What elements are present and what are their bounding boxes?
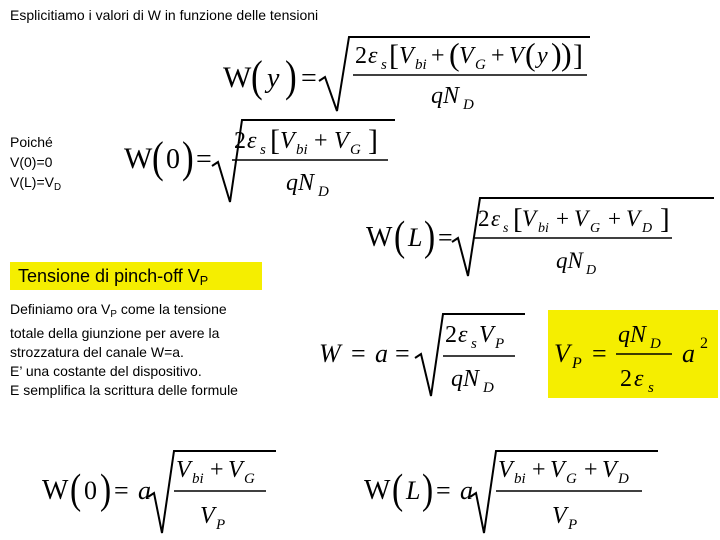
svg-text:qN: qN <box>286 170 315 196</box>
svg-text:[: [ <box>513 203 523 235</box>
svg-text:V: V <box>509 43 524 69</box>
svg-text:(: ( <box>152 132 164 182</box>
svg-text:V: V <box>200 503 215 529</box>
svg-text:): ) <box>551 36 562 72</box>
svg-text:+: + <box>532 457 546 483</box>
condition-vl-sub: D <box>53 182 62 193</box>
svg-text:V: V <box>228 457 243 483</box>
svg-text:(: ( <box>392 466 404 513</box>
svg-text:(: ( <box>394 213 406 260</box>
equation-w-l-a <box>362 445 662 537</box>
svg-text:D: D <box>318 184 329 200</box>
svg-text:V: V <box>498 457 513 483</box>
svg-text:P: P <box>495 336 505 352</box>
svg-text:=: = <box>438 223 453 252</box>
svg-text:V: V <box>176 457 191 483</box>
svg-text:]: ] <box>660 203 670 235</box>
svg-text:W: W <box>366 222 393 253</box>
svg-text:D: D <box>483 380 494 396</box>
svg-text:D: D <box>463 97 474 113</box>
svg-text:=: = <box>592 339 607 368</box>
svg-text:0: 0 <box>166 144 180 175</box>
svg-text:2: 2 <box>620 366 632 392</box>
svg-text:(: ( <box>70 466 82 513</box>
svg-text:y: y <box>537 43 548 69</box>
equation-w-y <box>215 35 595 115</box>
svg-text:y: y <box>267 63 280 94</box>
svg-text:=: = <box>351 339 366 368</box>
svg-text:+: + <box>431 43 445 69</box>
conditions-intro: Poiché <box>10 134 53 150</box>
svg-text:): ) <box>100 466 112 513</box>
svg-text:V: V <box>459 43 474 69</box>
pinch-off-heading-text: Tensione di pinch-off V <box>18 266 200 286</box>
svg-text:[: [ <box>389 39 399 72</box>
equation-vp <box>548 310 718 398</box>
svg-text:V: V <box>280 128 295 154</box>
definition-line-4: E’ una costante del dispositivo. <box>10 363 202 379</box>
svg-text:G: G <box>244 471 255 487</box>
svg-text:a: a <box>375 339 388 368</box>
svg-text:ε: ε <box>458 322 468 348</box>
svg-text:(: ( <box>449 36 460 72</box>
svg-text:s: s <box>260 142 266 158</box>
svg-text:D: D <box>650 336 661 352</box>
svg-text:2: 2 <box>355 43 367 69</box>
svg-text:0: 0 <box>84 476 97 505</box>
svg-text:=: = <box>301 63 317 94</box>
svg-text:V: V <box>602 457 617 483</box>
svg-text:a: a <box>682 339 695 368</box>
svg-text:V: V <box>522 206 537 231</box>
equation-w-a <box>315 310 530 400</box>
svg-text:W: W <box>42 475 69 506</box>
svg-text:s: s <box>381 57 387 73</box>
svg-text:=: = <box>196 144 212 175</box>
svg-text:W: W <box>124 142 153 175</box>
svg-text:L: L <box>406 476 421 505</box>
svg-text:=: = <box>114 476 129 505</box>
svg-text:+: + <box>491 43 505 69</box>
svg-text:G: G <box>475 57 486 73</box>
svg-text:V: V <box>574 206 589 231</box>
svg-text:): ) <box>561 36 572 72</box>
definition-line-2: totale della giunzione per avere la <box>10 325 220 341</box>
svg-text:ε: ε <box>634 366 644 392</box>
definition-line-1-sub: P <box>110 309 117 320</box>
svg-text:): ) <box>422 466 434 513</box>
svg-text:a: a <box>460 476 473 505</box>
svg-text:D: D <box>642 221 653 236</box>
pinch-off-heading-sub: P <box>199 274 209 288</box>
svg-text:bi: bi <box>296 142 308 158</box>
svg-text:+: + <box>556 206 569 231</box>
svg-text:qN: qN <box>431 83 460 109</box>
svg-text:bi: bi <box>415 57 427 73</box>
svg-text:qN: qN <box>618 322 647 348</box>
condition-vl <box>10 172 61 198</box>
svg-text:+: + <box>314 128 328 154</box>
svg-text:L: L <box>408 223 423 252</box>
svg-text:[: [ <box>270 124 280 157</box>
svg-text:]: ] <box>573 39 583 72</box>
definition-line-3: strozzatura del canale W=a. <box>10 344 184 360</box>
svg-text:=: = <box>436 476 451 505</box>
svg-text:G: G <box>350 142 361 158</box>
svg-text:qN: qN <box>556 248 583 273</box>
svg-text:W: W <box>364 475 391 506</box>
svg-text:2: 2 <box>445 322 457 348</box>
svg-text:bi: bi <box>514 471 526 487</box>
svg-text:V: V <box>552 503 567 529</box>
svg-text:D: D <box>586 263 597 278</box>
pinch-off-heading <box>18 265 208 292</box>
svg-text:P: P <box>568 517 578 533</box>
svg-text:P: P <box>216 517 226 533</box>
svg-text:(: ( <box>525 36 536 72</box>
equation-w-0 <box>120 118 400 206</box>
svg-text:G: G <box>590 221 601 236</box>
svg-text:+: + <box>584 457 598 483</box>
svg-text:V: V <box>479 322 494 348</box>
equation-w-0-a <box>40 445 280 537</box>
conditions-block <box>10 132 61 198</box>
svg-text:): ) <box>285 51 297 101</box>
svg-text:qN: qN <box>451 366 480 392</box>
svg-text:2: 2 <box>700 335 708 352</box>
svg-text:+: + <box>210 457 224 483</box>
svg-text:V: V <box>334 128 349 154</box>
definition-line-1-post: come la tensione <box>120 301 227 317</box>
svg-text:s: s <box>648 380 654 396</box>
svg-text:+: + <box>608 206 621 231</box>
svg-text:ε: ε <box>247 128 257 154</box>
condition-vl-text: V(L)=V <box>10 174 54 190</box>
definition-block <box>10 300 238 400</box>
svg-text:s: s <box>503 221 509 236</box>
svg-text:W: W <box>319 339 341 368</box>
svg-text:V: V <box>550 457 565 483</box>
definition-line-1 <box>10 300 238 324</box>
svg-text:bi: bi <box>538 221 549 236</box>
svg-text:ε: ε <box>368 43 378 69</box>
svg-text:V: V <box>626 206 641 231</box>
equation-w-l <box>362 196 720 280</box>
svg-text:): ) <box>424 213 436 260</box>
svg-text:]: ] <box>368 124 378 157</box>
svg-text:=: = <box>395 339 410 368</box>
svg-text:V: V <box>399 43 414 69</box>
svg-text:D: D <box>618 471 629 487</box>
svg-text:ε: ε <box>491 206 501 231</box>
svg-text:s: s <box>471 336 477 352</box>
svg-text:bi: bi <box>192 471 204 487</box>
svg-text:W: W <box>223 61 252 94</box>
svg-text:2: 2 <box>234 128 246 154</box>
svg-text:P: P <box>572 355 582 372</box>
svg-text:(: ( <box>251 51 263 101</box>
definition-line-1-pre: Definiamo ora V <box>10 301 111 317</box>
svg-text:V: V <box>554 339 570 368</box>
svg-text:G: G <box>566 471 577 487</box>
svg-text:a: a <box>138 476 151 505</box>
slide-title: Esplicitiamo i valori di W in funzione delle tensioni <box>10 7 319 23</box>
svg-text:): ) <box>182 132 194 182</box>
definition-line-5: E semplifica la scrittura delle formule <box>10 382 238 398</box>
svg-text:2: 2 <box>478 206 490 231</box>
condition-v0: V(0)=0 <box>10 154 53 170</box>
